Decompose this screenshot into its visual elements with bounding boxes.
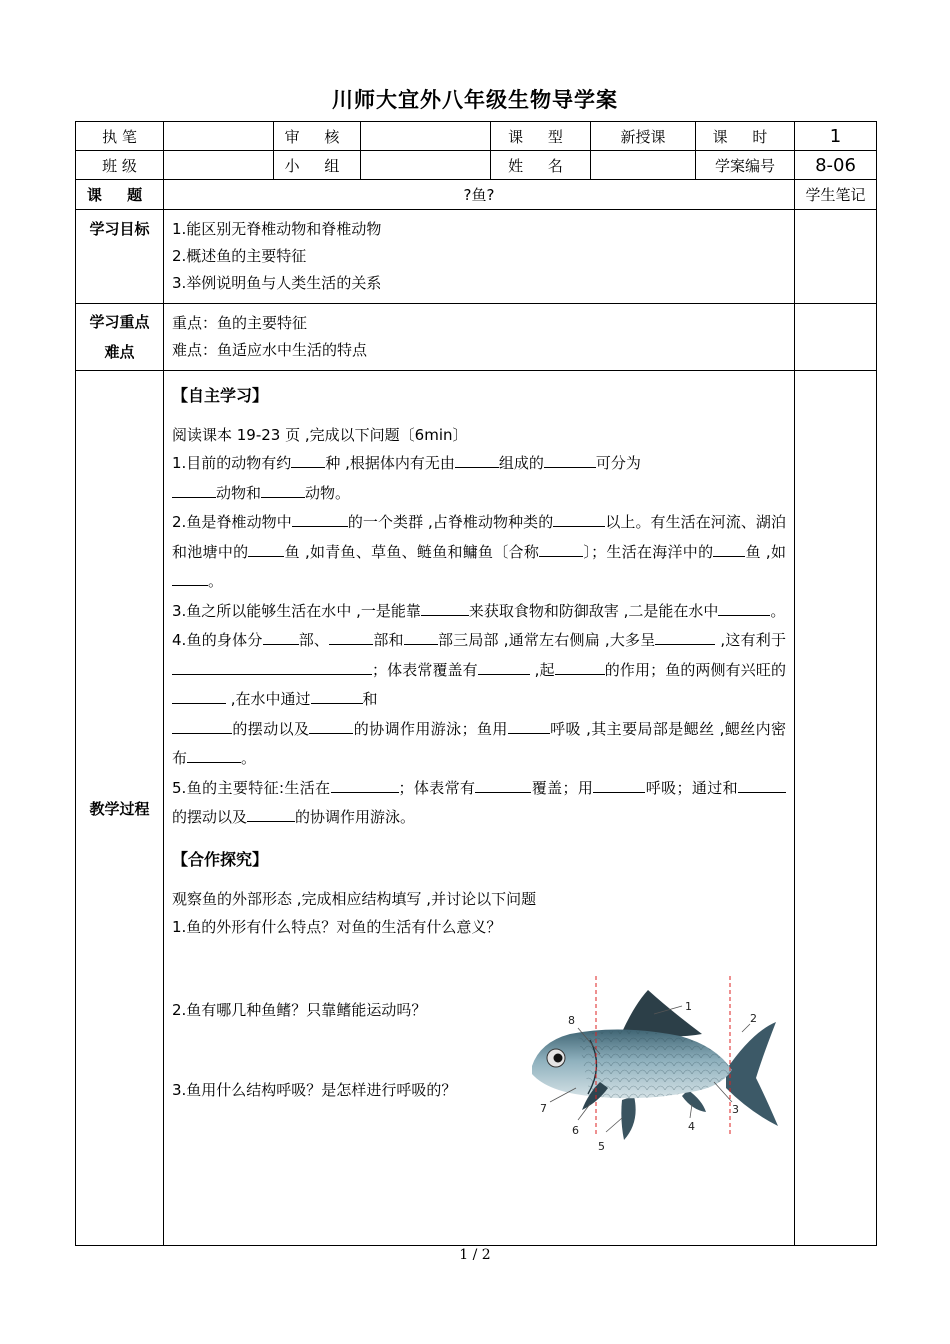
answer-blank[interactable] xyxy=(172,481,216,498)
plan-number-value: 8-06 xyxy=(795,151,877,180)
fish-label: 3 xyxy=(732,1103,739,1116)
cooperation-question-1: 1.鱼的外形有什么特点？对鱼的生活有什么意义？ xyxy=(172,917,502,936)
notes-label: 学生笔记 xyxy=(795,180,877,210)
question-3: 3.鱼之所以能够生活在水中 ,一是能靠 来获取食物和防御敌害 ,二是能在水中 。 xyxy=(172,597,786,627)
answer-blank[interactable] xyxy=(172,687,226,704)
group-label: 小 组 xyxy=(274,151,361,180)
author-label: 执 笔 xyxy=(76,122,164,151)
answer-blank[interactable] xyxy=(331,776,399,793)
answer-blank[interactable] xyxy=(172,658,372,675)
plan-number-label: 学案编号 xyxy=(696,151,795,180)
answer-blank[interactable] xyxy=(261,481,305,498)
focus-row xyxy=(76,304,877,371)
answer-blank[interactable] xyxy=(187,746,241,763)
header-row-1 xyxy=(76,122,877,151)
header-row-2 xyxy=(76,151,877,180)
answer-blank[interactable] xyxy=(553,510,605,527)
dorsal-fin xyxy=(622,990,702,1037)
answer-blank[interactable] xyxy=(291,451,325,468)
answer-blank[interactable] xyxy=(555,658,605,675)
question-2: 2.鱼是脊椎动物中 的一个类群 ,占脊椎动物种类的 以上。有生活在河流、湖泊和池塘中的 鱼 ,如青鱼、草鱼、鲢鱼和鳙鱼〔合称 〕；生活在海洋中的 鱼 ,如。 xyxy=(172,508,786,597)
answer-blank[interactable] xyxy=(404,628,438,645)
fish-label: 7 xyxy=(540,1102,547,1115)
topic-label: 课 题 xyxy=(76,180,164,210)
goals-label: 学习目标 xyxy=(76,210,164,304)
focus-content xyxy=(164,304,795,371)
answer-blank[interactable] xyxy=(263,628,299,645)
fish-label: 8 xyxy=(568,1014,575,1027)
question-5: 5.鱼的主要特征:生活在 ；体表常有 覆盖；用 呼吸；通过和的摆动以及 的协调作用游泳。 xyxy=(172,774,786,833)
fish-label: 2 xyxy=(750,1012,757,1025)
lesson-type-label: 课 型 xyxy=(491,122,591,151)
periods-value: 1 xyxy=(795,122,877,151)
goal-item: 2.概述鱼的主要特征 xyxy=(172,247,307,265)
topic-value: ?鱼? xyxy=(164,180,795,210)
notes-cell[interactable] xyxy=(795,304,877,371)
goal-item: 1.能区别无脊椎动物和脊椎动物 xyxy=(172,220,382,238)
goal-item: 3.举例说明鱼与人类生活的关系 xyxy=(172,274,382,292)
answer-blank[interactable] xyxy=(478,658,530,675)
name-value[interactable] xyxy=(591,151,696,180)
answer-blank[interactable] xyxy=(309,717,353,734)
self-study-intro: 阅读课本 19-23 页 ,完成以下问题〔6min〕 xyxy=(172,426,468,444)
name-label: 姓 名 xyxy=(491,151,591,180)
question-4: 4.鱼的身体分 部、 部和 部三局部 ,通常左右侧扁 ,大多呈 ,这有利于；体表常覆盖有 ,起 的作用；鱼的两侧有兴旺的 ,在水中通过 和 的摆动以及 的协调作用游泳；鱼用 呼吸 ,其主要局部是鳃丝 ,鳃丝内密布 。 xyxy=(172,626,786,774)
anal-fin xyxy=(682,1090,706,1112)
page-title: 川师大宜外八年级生物导学案 xyxy=(332,88,618,112)
ventral-fin xyxy=(621,1096,635,1140)
answer-blank[interactable] xyxy=(544,451,596,468)
reviewer-label: 审 核 xyxy=(274,122,361,151)
answer-blank[interactable] xyxy=(655,628,715,645)
answer-blank[interactable] xyxy=(593,776,645,793)
answer-blank[interactable] xyxy=(172,717,232,734)
answer-blank[interactable] xyxy=(172,569,208,586)
answer-blank[interactable] xyxy=(455,451,499,468)
answer-blank[interactable] xyxy=(247,805,295,822)
cooperation-intro: 观察鱼的外部形态 ,完成相应结构填写 ,并讨论以下问题 xyxy=(172,889,537,908)
answer-blank[interactable] xyxy=(738,776,786,793)
topic-row xyxy=(76,180,877,210)
page-number: 1 / 2 xyxy=(459,1247,491,1263)
reviewer-value[interactable] xyxy=(361,122,491,151)
answer-blank[interactable] xyxy=(713,540,745,557)
self-study-heading: 【自主学习】 xyxy=(172,386,269,405)
fish-label: 4 xyxy=(688,1120,695,1133)
author-value[interactable] xyxy=(164,122,274,151)
goals-content xyxy=(164,210,795,304)
cooperation-heading: 【合作探究】 xyxy=(172,849,269,869)
cooperation-question-3: 3.鱼用什么结构呼吸？是怎样进行呼吸的？ xyxy=(172,1080,457,1099)
fish-label: 6 xyxy=(572,1124,579,1137)
focus-item: 重点：鱼的主要特征 xyxy=(172,314,308,332)
answer-blank[interactable] xyxy=(311,687,363,704)
process-label: 教学过程 xyxy=(76,371,164,1246)
answer-blank[interactable] xyxy=(539,540,583,557)
periods-label: 课 时 xyxy=(696,122,795,151)
answer-blank[interactable] xyxy=(329,628,373,645)
focus-label: 学习重点 难点 xyxy=(76,304,164,371)
answer-blank[interactable] xyxy=(292,510,348,527)
fish-diagram xyxy=(530,970,795,1160)
notes-cell[interactable] xyxy=(795,210,877,304)
answer-blank[interactable] xyxy=(248,540,284,557)
answer-blank[interactable] xyxy=(421,599,469,616)
lesson-type-value: 新授课 xyxy=(591,122,696,151)
group-value[interactable] xyxy=(361,151,491,180)
answer-blank[interactable] xyxy=(718,599,770,616)
answer-blank[interactable] xyxy=(475,776,531,793)
fish-label: 1 xyxy=(685,1000,692,1013)
class-value[interactable] xyxy=(164,151,274,180)
goals-row xyxy=(76,210,877,304)
class-label: 班 级 xyxy=(76,151,164,180)
fish-label: 5 xyxy=(598,1140,605,1153)
answer-blank[interactable] xyxy=(508,717,550,734)
question-1: 1.目前的动物有约 种 ,根据体内有无由 组成的 可分为 动物和 动物。 xyxy=(172,449,786,508)
cooperation-question-2: 2.鱼有哪几种鱼鳍？只靠鳍能运动吗？ xyxy=(172,1000,427,1019)
focus-item: 难点：鱼适应水中生活的特点 xyxy=(172,341,368,359)
notes-cell[interactable] xyxy=(795,371,877,1246)
